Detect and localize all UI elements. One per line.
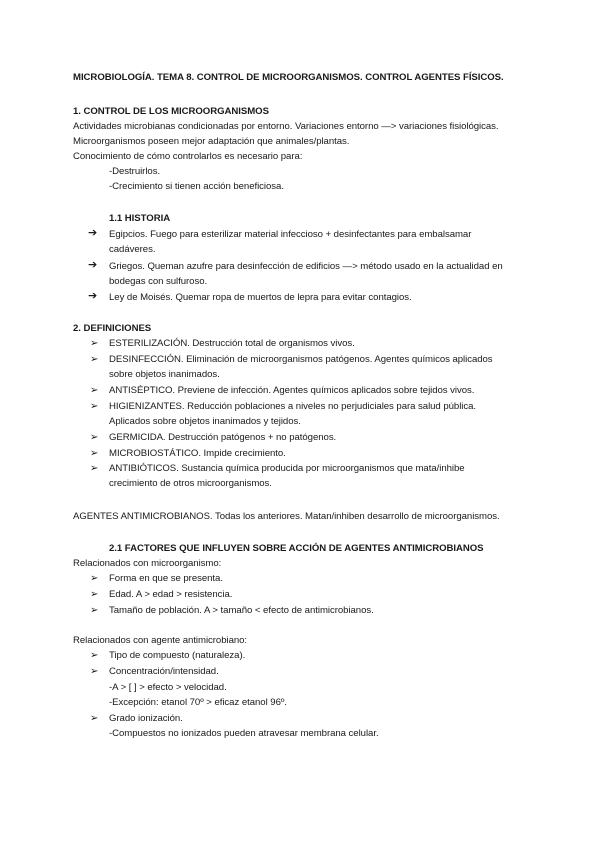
definition-item: GERMICIDA. Destrucción patógenos + no patógenos. (109, 432, 337, 443)
arrowhead-bullet-icon: ➢ (90, 573, 99, 584)
arrowhead-bullet-icon: ➢ (90, 713, 99, 724)
arrow-bullet-icon: ➔ (88, 227, 98, 239)
factor-item: Forma en que se presenta. (109, 573, 223, 584)
arrowhead-bullet-icon: ➢ (90, 650, 99, 661)
arrowhead-bullet-icon: ➢ (90, 401, 99, 412)
definition-item-continuation: sobre objetos inanimados. (109, 369, 220, 380)
list-item-continuation: cadáveres. (109, 244, 156, 255)
sub-line: -A > [ ] > efecto > velocidad. (109, 682, 227, 693)
section-1-1-heading: 1.1 HISTORIA (109, 213, 171, 224)
section-2-heading: 2. DEFINICIONES (73, 323, 152, 334)
sub-line: -Crecimiento si tienen acción beneficiosa. (109, 181, 284, 192)
arrowhead-bullet-icon: ➢ (90, 338, 99, 349)
antimicrobial-agents-paragraph: AGENTES ANTIMICROBIANOS. Todas los anteriores. Matan/inhiben desarrollo de microorganismos. (73, 511, 500, 522)
document-title: MICROBIOLOGÍA. TEMA 8. CONTROL DE MICROORGANISMOS. CONTROL AGENTES FÍSICOS. (73, 72, 504, 83)
section-1-heading: 1. CONTROL DE LOS MICROORGANISMOS (73, 106, 269, 117)
list-item: Griegos. Queman azufre para desinfección de edificios —> método usado en la actualidad en (109, 261, 503, 272)
paragraph-line: Microorganismos poseen mejor adaptación que animales/plantas. (73, 136, 350, 147)
list-item: Ley de Moisés. Quemar ropa de muertos de lepra para evitar contagios. (109, 292, 412, 303)
definition-item: ANTIBIÓTICOS. Sustancia química producida por microorganismos que mata/inhibe (109, 463, 465, 474)
arrowhead-bullet-icon: ➢ (90, 589, 99, 600)
definition-item-continuation: Aplicados sobre objetos inanimados y tejidos. (109, 416, 301, 427)
factor-item: Tamaño de población. A > tamaño < efecto de antimicrobianos. (109, 605, 374, 616)
arrowhead-bullet-icon: ➢ (90, 432, 99, 443)
agent-intro: Relacionados con agente antimicrobiano: (73, 635, 248, 646)
sub-line: -Compuestos no ionizados pueden atravesar membrana celular. (109, 728, 379, 739)
definition-item: DESINFECCIÓN. Eliminación de microorganismos patógenos. Agentes químicos aplicados (109, 354, 493, 365)
arrowhead-bullet-icon: ➢ (90, 666, 99, 677)
arrowhead-bullet-icon: ➢ (90, 385, 99, 396)
definition-item: MICROBIOSTÁTICO. Impide crecimiento. (109, 448, 286, 459)
definition-item: ANTISÉPTICO. Previene de infección. Agentes químicos aplicados sobre tejidos vivos. (109, 385, 475, 396)
arrowhead-bullet-icon: ➢ (90, 605, 99, 616)
paragraph-line: Conocimiento de cómo controlarlos es necesario para: (73, 151, 303, 162)
factor-item: Concentración/intensidad. (109, 666, 219, 677)
section-2-1-heading: 2.1 FACTORES QUE INFLUYEN SOBRE ACCIÓN DE AGENTES ANTIMICROBIANOS (109, 543, 484, 554)
factor-item: Grado ionización. (109, 713, 183, 724)
list-item-continuation: bodegas con sulfuroso. (109, 276, 208, 287)
arrowhead-bullet-icon: ➢ (90, 354, 99, 365)
definition-item: ESTERILIZACIÓN. Destrucción total de organismos vivos. (109, 338, 355, 349)
definition-item: HIGIENIZANTES. Reducción poblaciones a niveles no perjudiciales para salud pública. (109, 401, 477, 412)
factor-item: Edad. A > edad > resistencia. (109, 589, 233, 600)
paragraph-line: Actividades microbianas condicionadas por entorno. Variaciones entorno —> variaciones fisiológicas. (73, 121, 499, 132)
definition-item-continuation: crecimiento de otros microorganismos. (109, 478, 272, 489)
arrow-bullet-icon: ➔ (88, 290, 98, 302)
list-item: Egipcios. Fuego para esterilizar material infeccioso + desinfectantes para embalsamar (109, 229, 472, 240)
factor-item: Tipo de compuesto (naturaleza). (109, 650, 246, 661)
sub-line: -Destruirlos. (109, 166, 161, 177)
microorganism-intro: Relacionados con microorganismo: (73, 558, 222, 569)
arrow-bullet-icon: ➔ (88, 259, 98, 271)
arrowhead-bullet-icon: ➢ (90, 463, 99, 474)
sub-line: -Excepción: etanol 70º > eficaz etanol 96º. (109, 697, 287, 708)
arrowhead-bullet-icon: ➢ (90, 448, 99, 459)
